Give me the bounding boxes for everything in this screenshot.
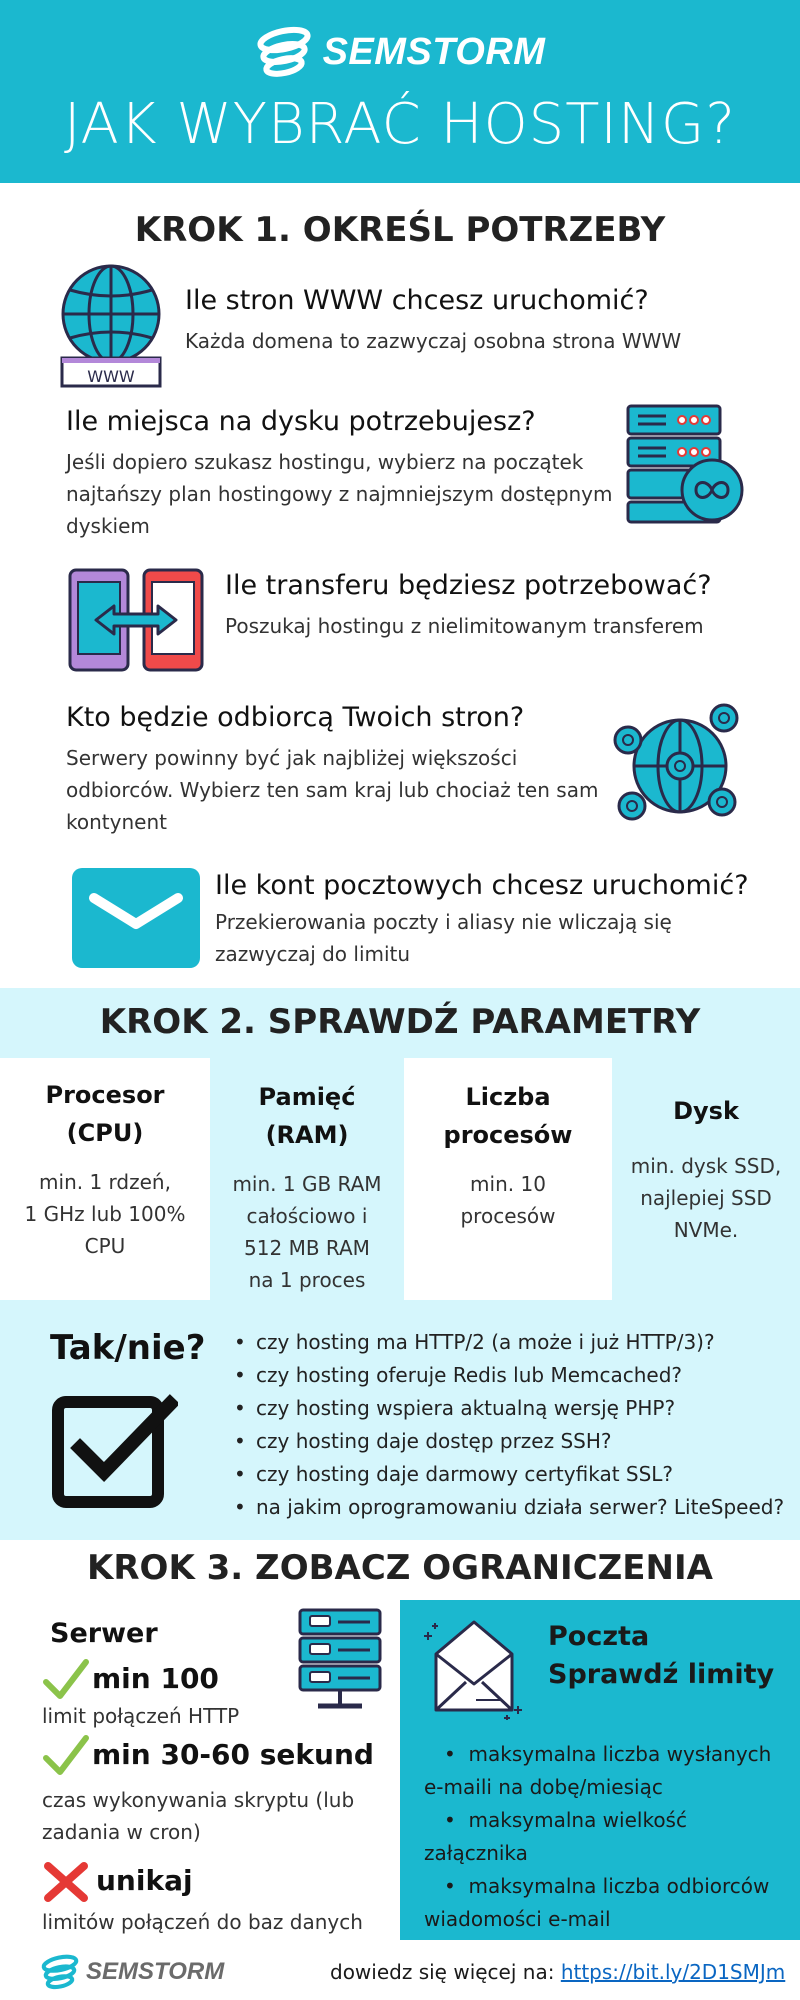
q1-title: Ile stron WWW chcesz uruchomić?	[185, 285, 649, 316]
server-rack-icon	[298, 1608, 382, 1714]
footer-logo	[40, 1954, 224, 1990]
footer-link[interactable]: https://bit.ly/2D1SMJm	[560, 1960, 786, 1984]
semstorm-logo-icon	[255, 26, 313, 78]
mail-limit-item-cont: e-maili na dobę/miesiąc	[424, 1775, 663, 1799]
server-desc-2: czas wykonywania skryptu (lub zadania w cron)	[42, 1788, 355, 1844]
check-icon	[42, 1734, 90, 1778]
q1-text: Każda domena to zazwyczaj osobna strona WWW	[185, 329, 682, 353]
email-icon	[72, 868, 200, 968]
server-desc-3: limitów połączeń do baz danych	[42, 1910, 363, 1934]
globe-network-icon	[608, 702, 748, 832]
param-processes: Liczba procesów min. 10 procesów	[404, 1058, 612, 1300]
server-infinity-icon	[624, 402, 748, 526]
mail-limit-item: • maksymalna liczba odbiorców	[444, 1874, 770, 1898]
semstorm-logo-icon	[40, 1954, 80, 1990]
server-value-3: unikaj	[96, 1864, 193, 1897]
q2-title: Ile miejsca na dysku potrzebujesz?	[66, 406, 536, 437]
mail-heading: Poczta Sprawdź limity	[548, 1621, 775, 1690]
globe-www-icon	[56, 262, 166, 390]
footer-more	[330, 1960, 785, 1984]
q3-title: Ile transferu będziesz potrzebować?	[225, 570, 712, 601]
mail-limit-item: • maksymalna wielkość	[444, 1808, 687, 1832]
param-cpu: Procesor (CPU) min. 1 rdzeń, 1 GHz lub 100% CPU	[0, 1058, 210, 1300]
step2-title: KROK 2. SPRAWDŹ PARAMETRY	[99, 1002, 701, 1042]
check-icon	[42, 1658, 90, 1702]
footer-logo-text: SEMSTORM	[86, 1958, 225, 1985]
checkbox-checked-icon	[52, 1392, 178, 1508]
step3-title: KROK 3. ZOBACZ OGRANICZENIA	[87, 1548, 713, 1588]
q4-text: Serwery powinny być jak najbliżej większości odbiorców. Wybierz ten sam kraj lub chociaż ten sam kontynent	[66, 746, 599, 834]
header-logo-text: SEMSTORM	[322, 30, 546, 73]
server-value-2: min 30-60 sekund	[92, 1738, 374, 1771]
checklist-item: • na jakim oprogramowaniu działa serwer? LiteSpeed?	[232, 1491, 784, 1524]
server-heading: Serwer	[50, 1618, 158, 1649]
step1-title: KROK 1. OKREŚL POTRZEBY	[134, 210, 666, 250]
envelope-open-icon	[418, 1610, 530, 1720]
header-logo	[0, 22, 800, 82]
cross-icon	[42, 1862, 90, 1902]
checklist	[232, 1326, 784, 1524]
taknie-heading: Tak/nie?	[50, 1328, 206, 1368]
q5-title: Ile kont pocztowych chcesz uruchomić?	[215, 870, 749, 901]
param-ram: Pamięć (RAM) min. 1 GB RAM całościowo i 512 MB RAM na 1 proces	[232, 1083, 382, 1292]
phones-transfer-icon	[66, 566, 206, 676]
www-label: WWW	[87, 367, 135, 386]
param-disk: Dysk min. dysk SSD, najlepiej SSD NVMe.	[630, 1097, 782, 1242]
footer-prefix: dowiedz się więcej na:	[330, 1960, 555, 1984]
mail-limit-item: • maksymalna liczba wysłanych	[444, 1742, 772, 1766]
q5-text: Przekierowania poczty i aliasy nie wliczają się zazwyczaj do limitu	[215, 910, 672, 966]
checklist-item: • czy hosting daje darmowy certyfikat SSL?	[232, 1458, 784, 1491]
q4-title: Kto będzie odbiorcą Twoich stron?	[66, 702, 525, 733]
checklist-item: • czy hosting wspiera aktualną wersję PHP?	[232, 1392, 784, 1425]
server-value-1: min 100	[92, 1662, 219, 1695]
page-title: JAK WYBRAĆ HOSTING?	[64, 92, 736, 157]
checklist-item: • czy hosting ma HTTP/2 (a może i już HTTP/3)?	[232, 1326, 784, 1359]
checklist-item: • czy hosting daje dostęp przez SSH?	[232, 1425, 784, 1458]
q3-text: Poszukaj hostingu z nielimitowanym transferem	[225, 614, 704, 638]
server-desc-1: limit połączeń HTTP	[42, 1704, 240, 1728]
q2-text: Jeśli dopiero szukasz hostingu, wybierz na początek najtańszy plan hostingowy z najmniejszym dostępnym dyskiem	[66, 450, 613, 538]
mail-limit-item-cont: wiadomości e-mail	[424, 1907, 611, 1931]
checklist-item: • czy hosting oferuje Redis lub Memcached?	[232, 1359, 784, 1392]
mail-limit-item-cont: załącznika	[424, 1841, 528, 1865]
mail-limits-list	[424, 1738, 794, 1936]
